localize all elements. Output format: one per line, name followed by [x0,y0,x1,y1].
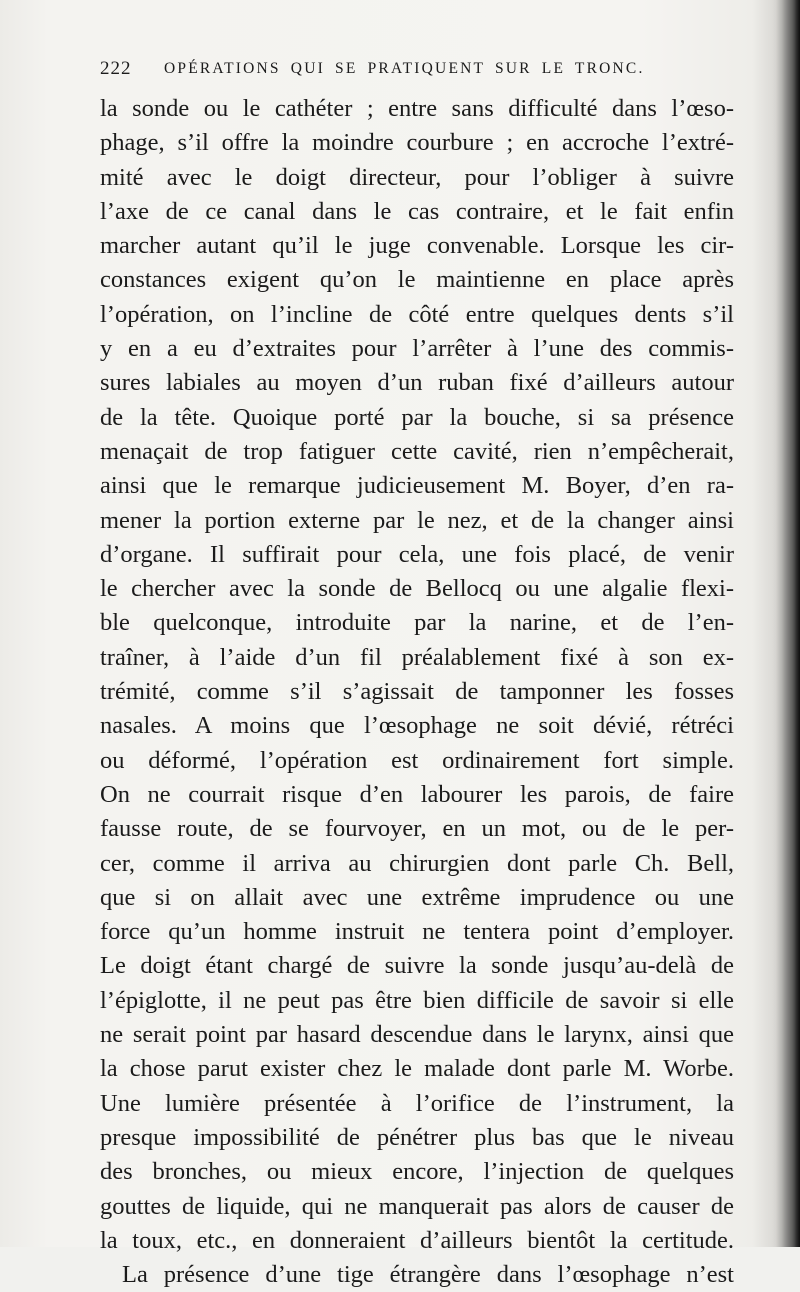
text-line: mener la portion externe par le nez, et de la changer ainsi [100,506,734,534]
text-line: la sonde ou le cathéter ; entre sans difficulté dans l’œso- [100,95,734,122]
text-line: Le doigt étant chargé de suivre la sonde jusqu’au-delà de [100,952,734,980]
text-line: l’axe de ce canal dans le cas contraire, et le fait enfin [100,197,734,225]
running-head: OPÉRATIONS QUI SE PRATIQUENT SUR LE TRONC. [164,60,645,77]
text-line: des bronches, ou mieux encore, l’injection de quelques [100,1158,734,1186]
text-line: cer, comme il arriva au chirurgien dont parle Ch. Bell, [100,849,734,877]
text-line: constances exigent qu’on le maintienne en place après [100,266,734,294]
page-header [100,58,730,86]
text-line: ble quelconque, introduite par la narine, et de l’en- [100,609,734,637]
text-line: l’épiglotte, il ne peut pas être bien difficile de savoir si elle [100,986,734,1014]
text-line: menaçait de trop fatiguer cette cavité, rien n’empêcherait, [100,437,734,465]
text-line: sures labiales au moyen d’un ruban fixé d’ailleurs autour [100,369,734,397]
text-line: la chose parut exister chez le malade dont parle M. Worbe. [100,1055,734,1083]
text-line: l’opération, on l’incline de côté entre quelques dents s’il [100,300,734,328]
text-line: fausse route, de se fourvoyer, en un mot, ou de le per- [100,815,734,843]
text-line: gouttes de liquide, qui ne manquerait pas alors de causer de [100,1192,734,1220]
text-line: marcher autant qu’il le juge convenable. Lorsque les cir- [100,232,734,260]
page-edge-shadow [772,0,800,1247]
page-number: 222 [100,58,132,79]
text-line: trémité, comme s’il s’agissait de tamponner les fosses [100,678,734,706]
text-line: ou déformé, l’opération est ordinairement fort simple. [100,746,734,774]
text-line: La présence d’une tige étrangère dans l’œsophage n’est [122,1261,734,1289]
text-line: nasales. A moins que l’œsophage ne soit dévié, rétréci [100,712,734,740]
text-line: Une lumière présentée à l’orifice de l’instrument, la [100,1089,734,1117]
body-text [100,92,734,1292]
text-line: y en a eu d’extraites pour l’arrêter à l’une des commis- [100,335,734,363]
text-line: presque impossibilité de pénétrer plus bas que le niveau [100,1123,734,1151]
text-line: mité avec le doigt directeur, pour l’obliger à suivre [100,163,734,191]
text-line: le chercher avec la sonde de Bellocq ou une algalie flexi- [100,575,734,603]
text-line: On ne courrait risque d’en labourer les parois, de faire [100,780,734,808]
text-line: la toux, etc., en donneraient d’ailleurs bientôt la certitude. [100,1226,734,1254]
text-line: ne serait point par hasard descendue dans le larynx, ainsi que [100,1021,734,1049]
text-line: phage, s’il offre la moindre courbure ; en accroche l’extré- [100,129,734,157]
text-line: force qu’un homme instruit ne tentera point d’employer. [100,918,734,946]
text-line: ainsi que le remarque judicieusement M. Boyer, d’en ra- [100,472,734,500]
text-line: traîner, à l’aide d’un fil préalablement fixé à son ex- [100,643,734,671]
text-line: de la tête. Quoique porté par la bouche, si sa présence [100,403,734,431]
text-line: que si on allait avec une extrême imprudence ou une [100,883,734,911]
text-line: d’organe. Il suffirait pour cela, une fois placé, de venir [100,540,734,568]
